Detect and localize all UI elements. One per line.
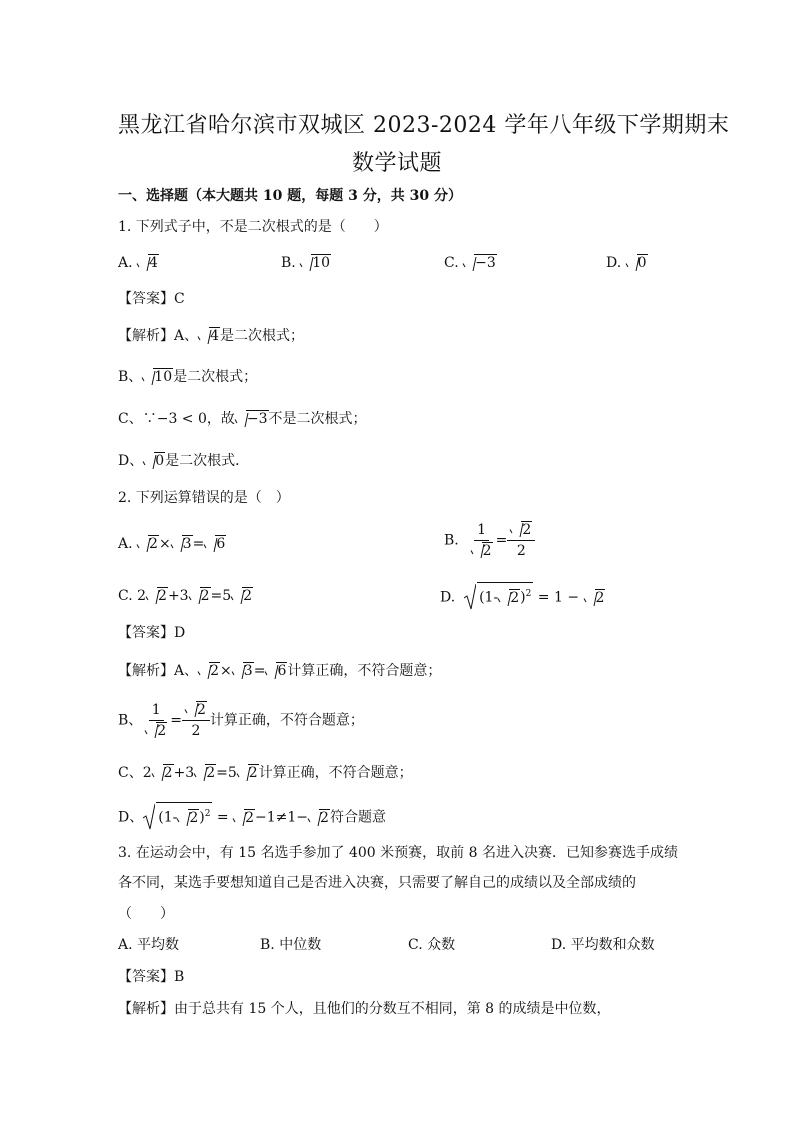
q1-answer: 【答案】C — [118, 291, 185, 307]
q1-explanation-c: C、∵−3 < 0，故 −3不是二次根式； — [118, 411, 367, 427]
q2-explanation-b: B、 $\frac{1}{2}$ = $\frac{2}{2}$ 计算正确，不符合题意； — [118, 702, 364, 739]
q3-option-c: C. 众数 — [408, 937, 456, 953]
q3-stem-line1: 3. 在运动会中，有 15 名选手参加了 400 米预赛，取前 8 名进入决赛．已知参赛选手成绩 — [118, 845, 678, 861]
q1-explanation-d: D、 0是二次根式． — [118, 453, 250, 469]
q3-stem-line2: 各不同，某选手要想知道自己是否进入决赛，只需要了解自己的成绩以及全部成绩的 — [118, 875, 636, 891]
page-title-line1: 黑龙江省哈尔滨市双城区 2023-2024 学年八年级下学期期末 — [118, 113, 730, 138]
q3-answer: 【答案】B — [118, 969, 185, 985]
section-heading: 一、选择题（本大题共 10 题，每题 3 分，共 30 分） — [118, 188, 462, 204]
q1-explanation-a: 【解析】A、 4是二次根式； — [118, 328, 305, 344]
q1-explanation-b: B、 10是二次根式； — [118, 369, 258, 385]
q2-option-d: D. (1- 2)$^2$ = 1 − 2 — [440, 582, 605, 607]
q3-stem-line3: （ ） — [118, 906, 174, 922]
q2-explanation-d: D、 (1- 2)$^2$ = 2−1≠1− 2符合题意 — [118, 802, 386, 827]
q2-option-b: B. $\frac{1}{2}$ = $\frac{2}{2}$ — [444, 520, 535, 561]
q3-explanation: 【解析】由于总共有 15 个人，且他们的分数互不相同，第 8 的成绩是中位数， — [118, 1001, 611, 1017]
q3-option-d: D. 平均数和众数 — [551, 937, 655, 953]
q2-option-a: A. 2× 3= 6 — [118, 536, 226, 552]
q3-option-a: A. 平均数 — [118, 937, 180, 953]
q1-option-d: D. 0 — [606, 255, 647, 271]
q2-explanation-a: 【解析】A、 2× 3= 6计算正确，不符合题意； — [118, 663, 442, 679]
page-title-line2: 数学试题 — [352, 151, 443, 176]
q3-option-b: B. 中位数 — [260, 937, 322, 953]
q2-explanation-c: C、2 2+3 2=5 2计算正确，不符合题意； — [118, 765, 413, 781]
q2-answer: 【答案】D — [118, 625, 186, 641]
q2-option-c: C. 2 2+3 2=5 2 — [118, 588, 253, 604]
q1-option-b: B. 10 — [281, 255, 331, 271]
q1-option-c: C. −3 — [444, 255, 496, 271]
q2-stem: 2. 下列运算错误的是（ ） — [118, 490, 290, 506]
q1-option-a: A. 4 — [118, 255, 158, 271]
q1-stem: 1. 下列式子中，不是二次根式的是（ ） — [118, 219, 388, 235]
